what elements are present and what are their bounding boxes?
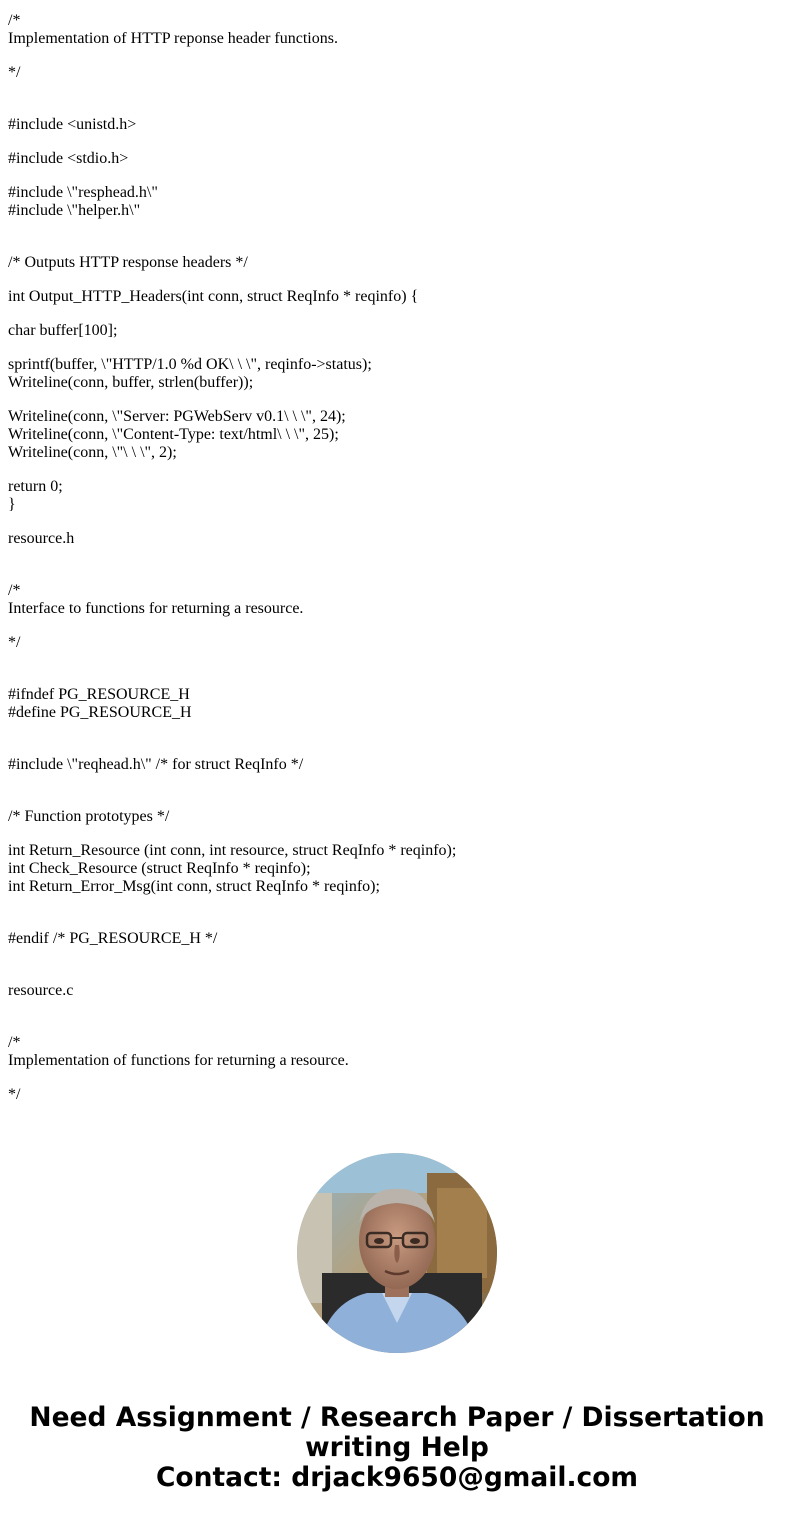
code-line: Implementation of HTTP reponse header functions. xyxy=(8,30,338,47)
file-heading: resource.c xyxy=(8,982,74,999)
code-line: int Check_Resource (struct ReqInfo * reqinfo); xyxy=(8,860,311,877)
file-heading: resource.h xyxy=(8,530,75,547)
code-line: #include <unistd.h> xyxy=(8,116,137,133)
code-line: Writeline(conn, \"Content-Type: text/html\ \ \", 25); xyxy=(8,426,339,443)
code-line: Writeline(conn, buffer, strlen(buffer)); xyxy=(8,374,254,391)
avatar-portrait xyxy=(297,1153,497,1353)
code-line: char buffer[100]; xyxy=(8,322,118,339)
code-line: #ifndef PG_RESOURCE_H xyxy=(8,686,190,703)
code-line: int Return_Error_Msg(int conn, struct ReqInfo * reqinfo); xyxy=(8,878,380,895)
code-line: Writeline(conn, \"\ \ \", 2); xyxy=(8,444,177,461)
promo-line-1: Need Assignment / Research Paper / Dissertation xyxy=(29,1402,765,1433)
code-line: #endif /* PG_RESOURCE_H */ xyxy=(8,930,218,947)
code-line: /* xyxy=(8,1034,21,1051)
code-line: /* Outputs HTTP response headers */ xyxy=(8,254,248,271)
code-document xyxy=(8,12,786,1104)
code-line: Implementation of functions for returning a resource. xyxy=(8,1052,349,1069)
code-line: int Return_Resource (int conn, int resource, struct ReqInfo * reqinfo); xyxy=(8,842,457,859)
code-line: #include <stdio.h> xyxy=(8,150,129,167)
code-line: Writeline(conn, \"Server: PGWebServ v0.1\ \ \", 24); xyxy=(8,408,346,425)
code-line: Interface to functions for returning a resource. xyxy=(8,600,304,617)
code-line: sprintf(buffer, \"HTTP/1.0 %d OK\ \ \", reqinfo->status); xyxy=(8,356,372,373)
code-line: int Output_HTTP_Headers(int conn, struct ReqInfo * reqinfo) { xyxy=(8,288,419,305)
code-line: #include \"reqhead.h\" /* for struct ReqInfo */ xyxy=(8,756,304,773)
code-line: /* xyxy=(8,12,21,29)
code-line: return 0; xyxy=(8,478,63,495)
author-avatar xyxy=(297,1153,497,1353)
code-line: */ xyxy=(8,1086,21,1103)
promo-contact: Contact: drjack9650@gmail.com xyxy=(155,1462,639,1493)
promo-line-2: writing Help xyxy=(305,1432,489,1463)
code-line: /* xyxy=(8,582,21,599)
code-line: #include \"resphead.h\" xyxy=(8,184,158,201)
code-line: } xyxy=(8,496,16,513)
promo-banner xyxy=(0,1403,794,1493)
code-line: */ xyxy=(8,634,21,651)
code-line: #define PG_RESOURCE_H xyxy=(8,704,192,721)
code-line: /* Function prototypes */ xyxy=(8,808,170,825)
code-line: #include \"helper.h\" xyxy=(8,202,141,219)
code-line: */ xyxy=(8,64,21,81)
